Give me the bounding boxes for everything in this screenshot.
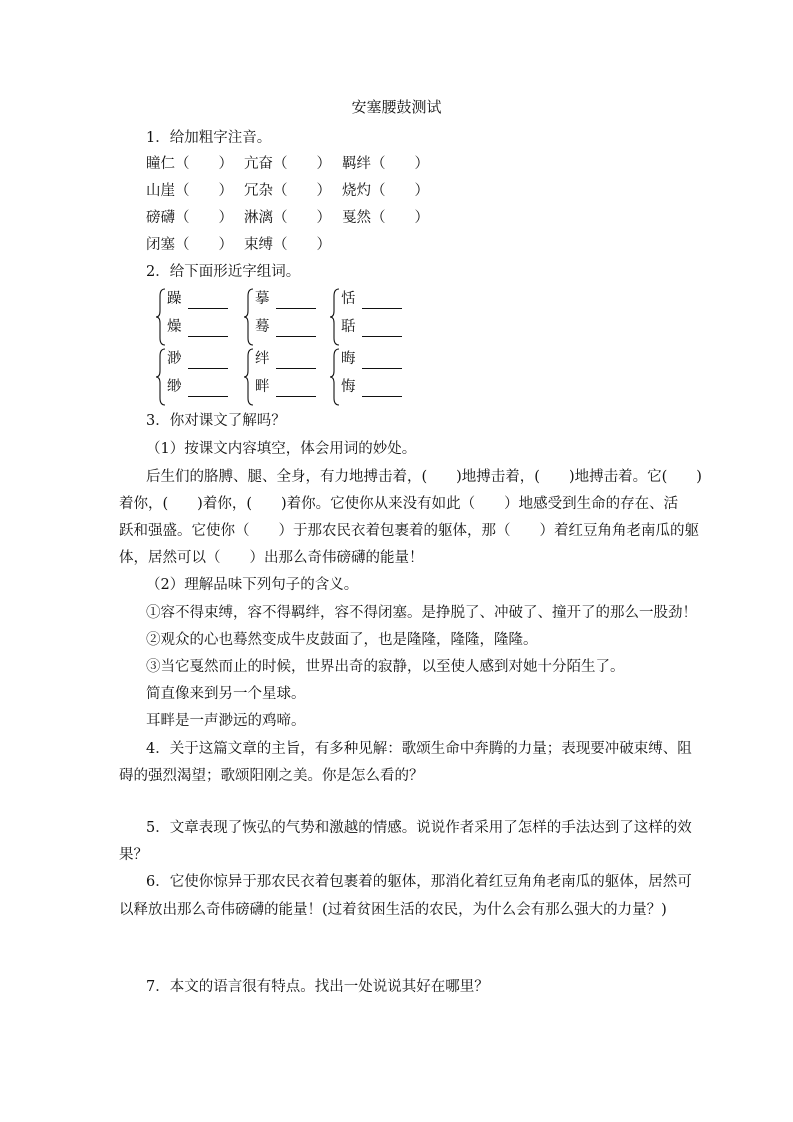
q3-paragraph-line: 后生们的胳膊、腿、全身，有力地搏击着，( )地搏击着，( )地搏击着。它( ) [146, 469, 702, 485]
char-group [243, 348, 323, 406]
pinyin-item: 戛然（ ） [342, 210, 429, 226]
pinyin-item: 淋漓（ ） [244, 210, 331, 226]
q7-line: 7．本文的语言很有特点。找出一处说说其好在哪里？ [146, 979, 489, 995]
char-group [155, 288, 235, 346]
pinyin-item: 束缚（ ） [244, 237, 331, 253]
pinyin-item: 山崖（ ） [146, 183, 233, 199]
q5-line: 果？ [119, 847, 148, 863]
char-top: 渺 [167, 351, 182, 367]
char-group [329, 288, 409, 346]
q4-line: 碍的强烈渴望；歌颂阳刚之美。你是怎么看的？ [119, 768, 424, 784]
char-bottom: 蓦 [255, 319, 270, 335]
q3-paragraph-line: 体，居然可以（ ）出那么奇伟磅礴的能量！ [119, 550, 424, 566]
char-top: 绊 [255, 351, 270, 367]
q6-line: 6．它使你惊异于那农民衣着包裹着的躯体，那消化着红豆角角老南瓜的躯体，居然可 [146, 874, 692, 890]
q4-line: 4．关于这篇文章的主旨，有多种见解：歌颂生命中奔腾的力量；表现要冲破束缚、阻 [146, 741, 692, 757]
q2-heading: 2．给下面形近字组词。 [146, 264, 301, 280]
brace-icon [155, 348, 167, 406]
char-group [329, 348, 409, 406]
blank-line [276, 396, 316, 397]
blank-line [188, 308, 228, 309]
q1-heading: 1．给加粗字注音。 [146, 130, 272, 146]
blank-line [276, 336, 316, 337]
char-bottom: 燥 [167, 319, 182, 335]
q5-line: 5．文章表现了恢弘的气势和激越的情感。说说作者采用了怎样的手法达到了这样的效 [146, 820, 692, 836]
q3-paragraph-line: 着你，( )着你，( )着你。它使你从来没有如此（ ）地感受到生命的存在、活 [119, 496, 679, 512]
char-top: 晦 [341, 351, 356, 367]
q3-sentence: 简直像来到另一个星球。 [146, 686, 306, 702]
brace-icon [329, 288, 341, 346]
q3-heading: 3．你对课文了解吗？ [146, 413, 286, 429]
blank-line [276, 308, 316, 309]
char-top: 恬 [341, 291, 356, 307]
char-top: 躁 [167, 291, 182, 307]
char-top: 摹 [255, 291, 270, 307]
q3-sentence: ①容不得束缚，容不得羁绊，容不得闭塞。是挣脱了、冲破了、撞开了的那么一股劲！ [146, 605, 697, 621]
q3-sub1: （1）按课文内容填空，体会用词的妙处。 [146, 441, 417, 457]
q3-sub2: （2）理解品味下列句子的含义。 [146, 577, 359, 593]
char-bottom: 畔 [255, 379, 270, 395]
brace-icon [243, 348, 255, 406]
pinyin-item: 闭塞（ ） [146, 237, 233, 253]
char-bottom: 聒 [341, 319, 356, 335]
pinyin-item: 磅礴（ ） [146, 210, 233, 226]
blank-line [188, 336, 228, 337]
q3-sentence: ②观众的心也蓦然变成牛皮鼓面了，也是隆隆，隆隆，隆隆。 [146, 632, 538, 648]
pinyin-item: 烧灼（ ） [342, 183, 429, 199]
blank-line [362, 368, 402, 369]
pinyin-item: 瞳仁（ ） [146, 156, 233, 172]
document-title: 安塞腰鼓测试 [351, 98, 442, 116]
brace-icon [155, 288, 167, 346]
blank-line [362, 308, 402, 309]
blank-line [362, 396, 402, 397]
blank-line [188, 396, 228, 397]
char-bottom: 缈 [167, 379, 182, 395]
blank-line [188, 368, 228, 369]
pinyin-item: 冗杂（ ） [244, 183, 331, 199]
q3-sentence: ③当它戛然而止的时候，世界出奇的寂静，以至使人感到对她十分陌生了。 [146, 659, 625, 675]
q3-sentence: 耳畔是一声渺远的鸡啼。 [146, 713, 306, 729]
char-group [243, 288, 323, 346]
blank-line [276, 368, 316, 369]
char-bottom: 悔 [341, 379, 356, 395]
char-group [155, 348, 235, 406]
blank-line [362, 336, 402, 337]
q3-paragraph-line: 跃和强盛。它使你（ ）于那农民衣着包裹着的躯体，那（ ）着红豆角角老南瓜的躯 [119, 523, 699, 539]
pinyin-item: 亢奋（ ） [244, 156, 331, 172]
brace-icon [329, 348, 341, 406]
pinyin-item: 羁绊（ ） [342, 156, 429, 172]
brace-icon [243, 288, 255, 346]
q6-line: 以释放出那么奇伟磅礴的能量！(过着贫困生活的农民，为什么会有那么强大的力量？) [119, 902, 667, 918]
